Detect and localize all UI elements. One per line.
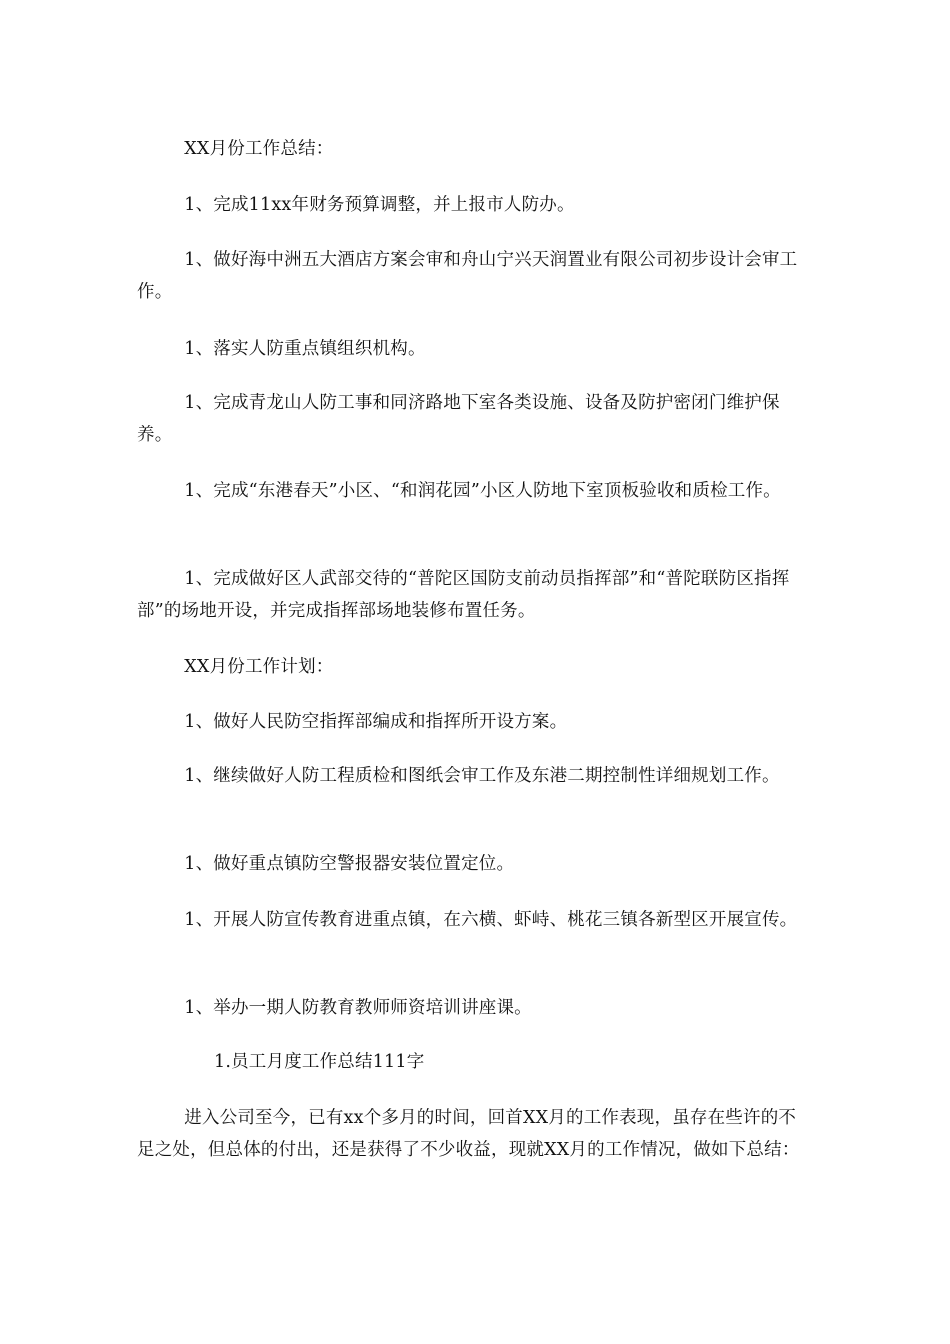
intro-paragraph: 进入公司至今，已有xx个多月的时间，回首XX月的工作表现，虽存在些许的不足之处，但总体的付出，还是获得了不少收益，现就XX月的工作情况，做如下总结：	[137, 1108, 800, 1160]
article-title: 1.员工月度工作总结111字	[214, 1052, 425, 1072]
summary-item-3: 1、落实人防重点镇组织机构。	[184, 339, 426, 359]
summary-item-5: 1、完成“东港春天”小区、“和润花园”小区人防地下室顶板验收和质检工作。	[184, 481, 781, 501]
summary-item-4: 1、完成青龙山人防工事和同济路地下室各类设施、设备及防护密闭门维护保养。	[137, 393, 780, 445]
plan-heading: XX月份工作计划：	[184, 657, 334, 677]
plan-item-2: 1、继续做好人防工程质检和图纸会审工作及东港二期控制性详细规划工作。	[184, 766, 780, 786]
summary-item-1: 1、完成11xx年财务预算调整，并上报市人防办。	[184, 195, 575, 215]
plan-item-4: 1、开展人防宣传教育进重点镇，在六横、虾峙、桃花三镇各新型区开展宣传。	[184, 910, 798, 930]
plan-item-3: 1、做好重点镇防空警报器安装位置定位。	[184, 854, 515, 874]
summary-item-2: 1、做好海中洲五大酒店方案会审和舟山宁兴天润置业有限公司初步设计会审工作。	[137, 250, 798, 302]
summary-heading: XX月份工作总结：	[184, 139, 334, 159]
summary-item-6: 1、完成做好区人武部交待的“普陀区国防支前动员指挥部”和“普陀联防区指挥部”的场地开设，并完成指挥部场地装修布置任务。	[137, 569, 790, 621]
plan-item-1: 1、做好人民防空指挥部编成和指挥所开设方案。	[184, 712, 568, 732]
plan-item-5: 1、举办一期人防教育教师师资培训讲座课。	[184, 998, 532, 1018]
